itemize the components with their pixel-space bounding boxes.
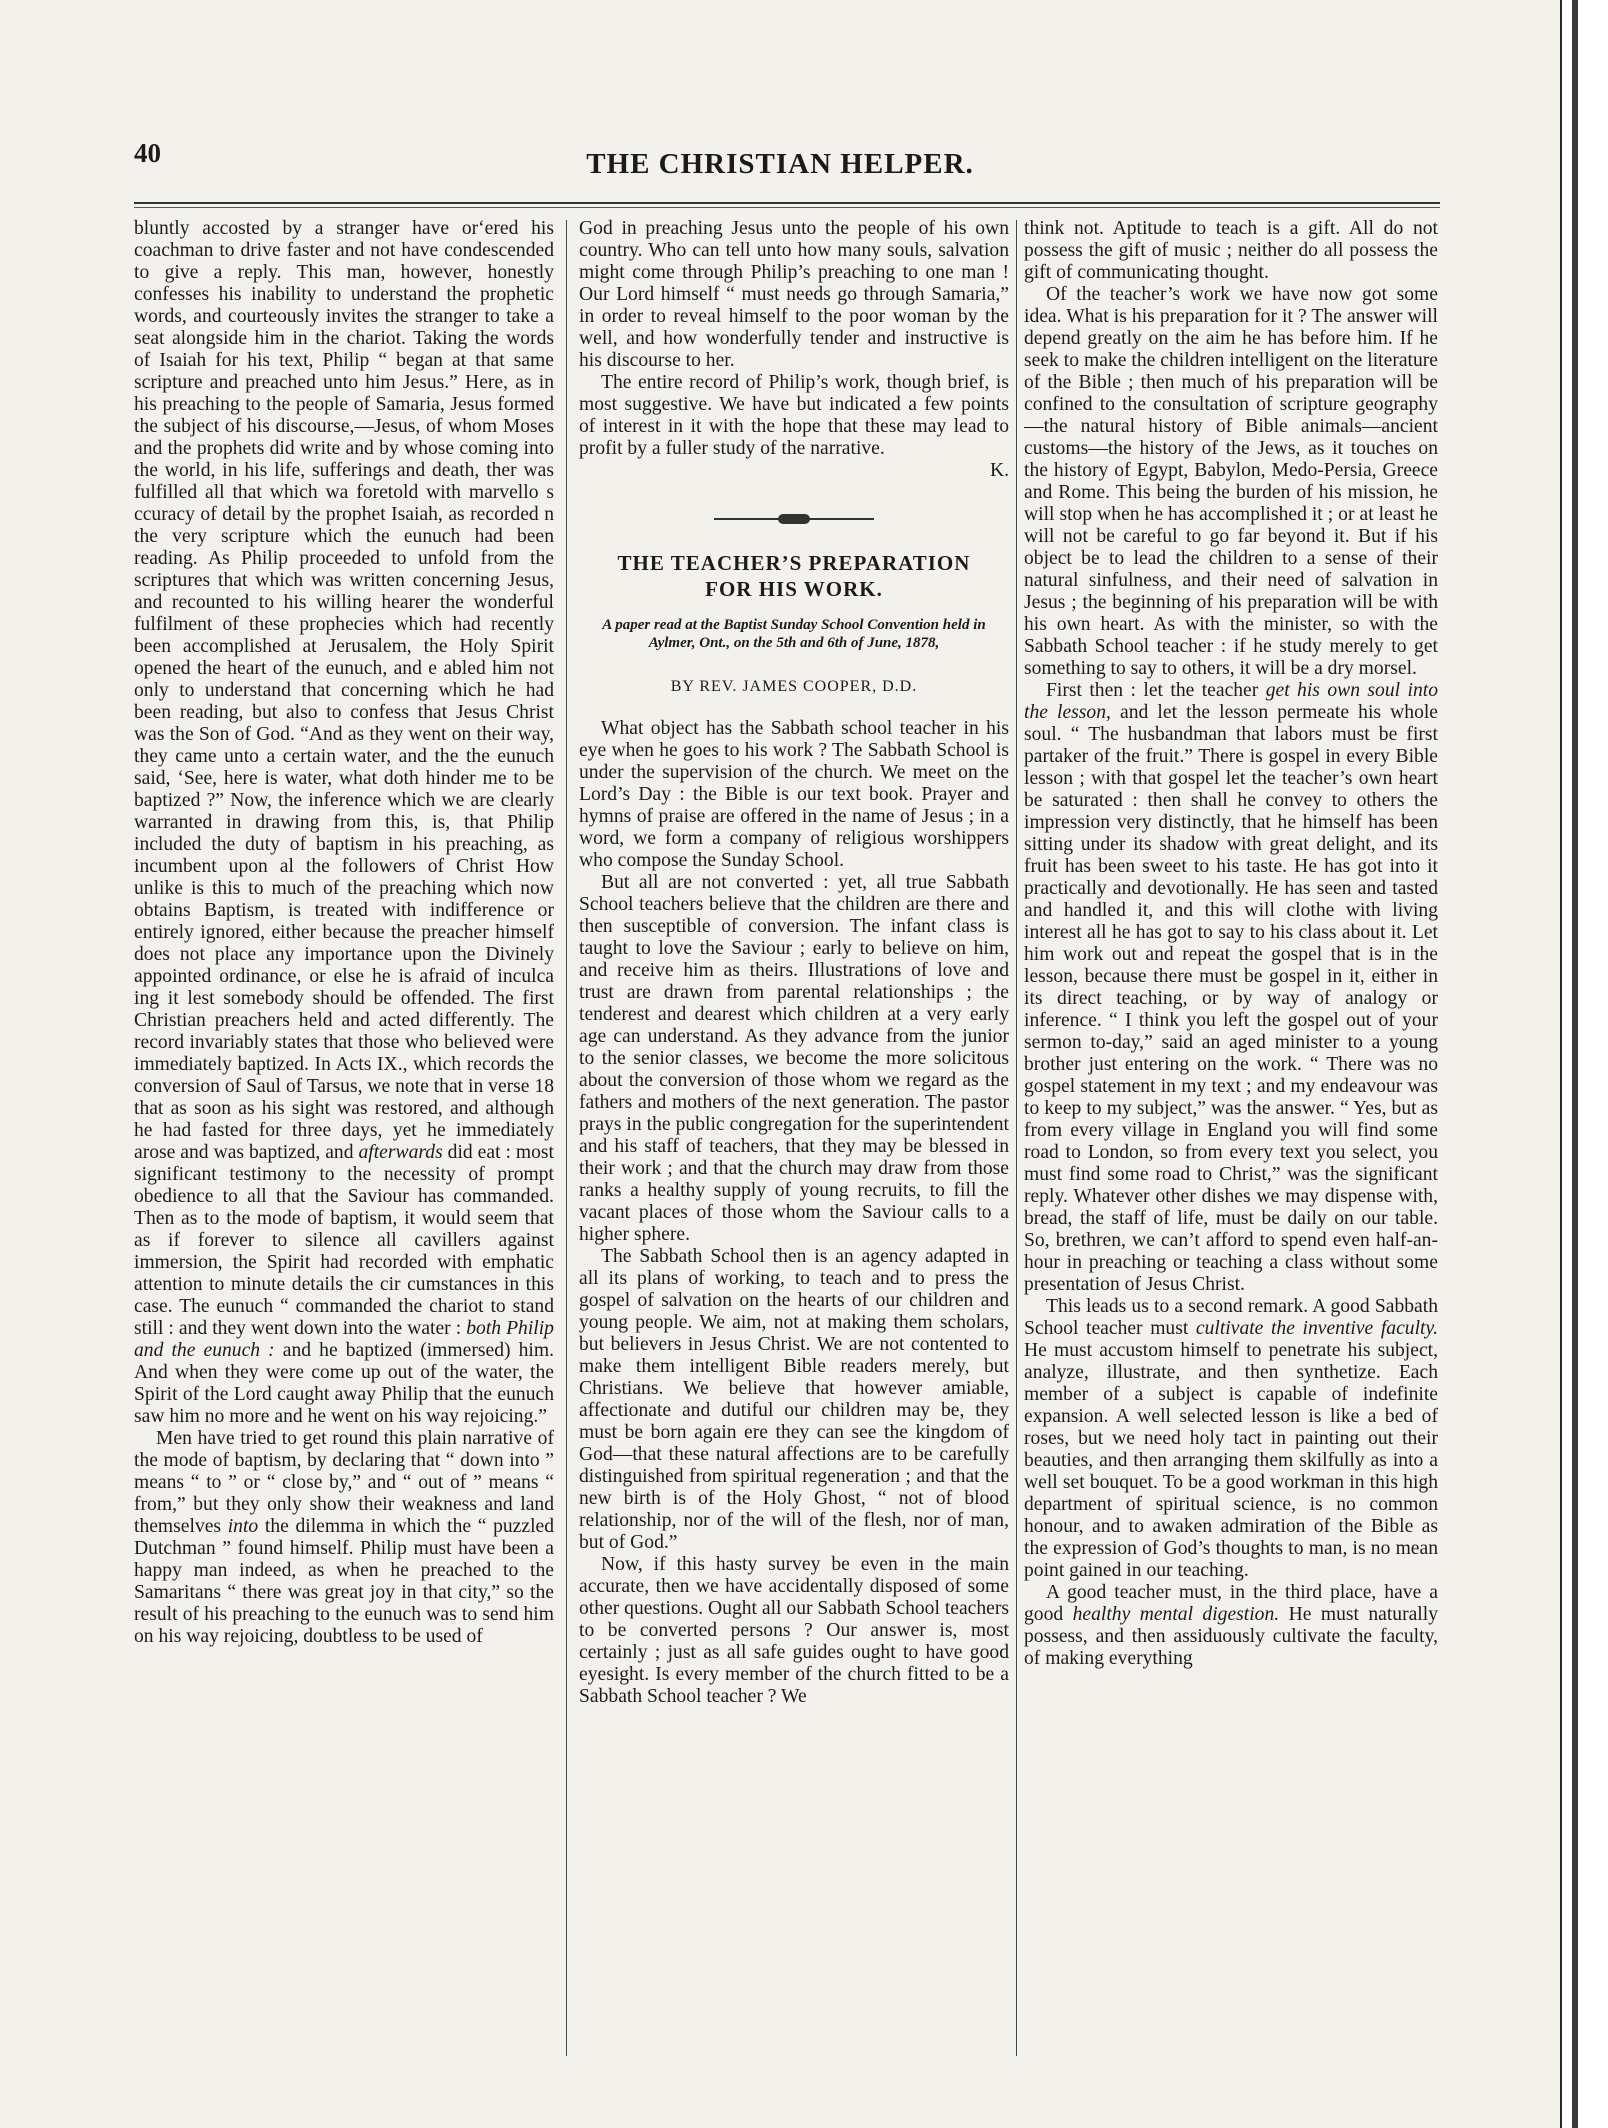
- byline: BY REV. JAMES COOPER, D.D.: [670, 678, 918, 695]
- column-3: [1024, 218, 1438, 2058]
- emphasis: into: [227, 1516, 259, 1537]
- paragraph: Of the teacher’s work we have now got some idea. What is his preparation for it ? The answer will depend greatly on the aim he has before him. If he seek to make the children intelligent on the literature of the Bible ; then much of his preparation will be confined to the consultation of scripture geography—the natural history of Bible animals—ancient customs—the history of the Jews, as it touches on the history of Egypt, Babylon, Medo-Persia, Greece and Rome. This being the burden of his mission, he will stop when he has accomplished it ; or at least he will not be careful to go far beyond it. But if his object be to lead the children to a sense of their natural sinfulness, and their need of salvation in Jesus ; the beginning of his preparation will be with his own heart. As with the minister, so with the Sabbath School teacher : if he study merely to get something to say to others, it will be a dry morsel.: [1024, 284, 1438, 679]
- paragraph: God in preaching Jesus unto the people of his own country. Who can tell unto how many souls, salvation might come through Philip’s preaching to one man ! Our Lord himself “ must needs go through Samaria,” in order to reveal himself to the poor woman by the well, and how wonderfully tender and instructive is his discourse to her.: [579, 218, 1009, 371]
- paragraph: think not. Aptitude to teach is a gift. All do not possess the gift of music ; neither do all possess the gift of communicating thought.: [1024, 218, 1438, 283]
- article-title-line: FOR HIS WORK.: [705, 577, 883, 601]
- paragraph: What object has the Sabbath school teacher in his eye when he goes to his work ? The Sabbath School is under the supervision of the church. We meet on the Lord’s Day : the Bible is our text book. Prayer and hymns of praise are offered in the name of Jesus ; in a word, we form a company of religious worshippers who compose the Sunday School.: [579, 718, 1009, 871]
- text: and he baptized (immersed) him. And when they were come up out of the water, the Spirit of the Lord caught away Philip that the eunuch saw him no more and he went on his way rejoicing.”: [134, 1340, 554, 1427]
- signature-line: [579, 460, 1009, 482]
- running-title: THE CHRISTIAN HELPER.: [586, 148, 974, 180]
- text: A good teacher must, in the third place, have a good: [1024, 1582, 1438, 1625]
- paragraph: The entire record of Philip’s work, though brief, is most suggestive. We have but indicated a few points of interest in it with the hope that these may lead to profit by a fuller study of the narrative.: [579, 372, 1009, 459]
- page-number: 40: [134, 138, 161, 168]
- text: This leads us to a second remark. A good Sabbath School teacher must: [1024, 1296, 1438, 1339]
- column-rule-1: [566, 220, 567, 2056]
- paragraph: Now, if this hasty survey be even in the main accurate, then we have accidentally disposed of some other questions. Ought all our Sabbath School teachers to be converted persons ? Our answer is, most certainly ; just as all safe guides ought to have good eyesight. Is every member of the church fitted to be a Sabbath School teacher ? We: [579, 1554, 1009, 1707]
- paragraph: [1024, 680, 1438, 1296]
- paragraph: [134, 1428, 554, 1648]
- paragraph: [1024, 1296, 1438, 1582]
- text: First then : let the teacher: [1046, 680, 1266, 701]
- paragraph: The Sabbath School then is an agency adapted in all its plans of working, to teach and to press the gospel of salvation on the hearts of our children and young people. We aim, not at making them scholars, but believers in Jesus Christ. We are not contented to make them intelligent Bible readers merely, but Christians. We believe that however amiable, affectionate and dutiful our children may be, they must be born again ere they can see the kingdom of God—that these natural affections are to be carefully distinguished from spiritual regeneration ; and that the new birth is of the Holy Ghost, “ not of blood relationship, nor of the will of the flesh, nor of man, but of God.”: [579, 1246, 1009, 1553]
- text: He must accustom himself to penetrate his subject, analyze, illustrate, and then synthetize. Each member of a subject is capable of indefinite expansion. A well selected lesson is like a bed of roses, but we need holy tact in painting out their beauties, and then arranging them skilfully as into a well set bouquet. To be a good workman in this high department of spiritual science, is no common honour, and to awaken admiration of the Bible as the expression of God’s thoughts to man, is no mean point gained in our teaching.: [1024, 1340, 1438, 1581]
- column-2: [579, 218, 1009, 2058]
- column-1: [134, 218, 554, 2058]
- text: bluntly accosted by a stranger have or‘ered his coachman to drive faster and not have condescended to give a reply. This man, however, honestly confesses his inability to understand the prophetic words, and courteously invites the stranger to take a seat alongside him in the chariot. Taking the words of Isaiah for his text, Philip “ began at that same scripture and preached unto him Jesus.” Here, as in his preaching to the people of Samaria, Jesus formed the subject of his discourse,—Jesus, of whom Moses and the prophets did write and by whose coming into the world, in his life, sufferings and death, ther was fulfilled all that which wa foretold with marvello s ccuracy of detail by the prophet Isaiah, as recorded n the very scripture which the eunuch had been reading. As Philip proceeded to unfold from the scriptures that which was written concerning Jesus, and recounted to his willing hearer the wonderful fulfilment of these prophecies which had recently been accomplished at Jerusalem, the Holy Spirit opened the heart of the eunuch, and e abled him not only to understand that concerning which he had been reading, but also to confess that Jesus Christ was the Son of God. “And as they went on their way, they came unto a certain water, and the the eunuch said, ‘See, here is water, what doth hinder me to be baptized ?” Now, the inference which we are clearly warranted in drawing from this, is, that Philip included the duty of baptism in his preaching, as incumbent upon al the followers of Christ How unlike is this to much of the preaching which now obtains Baptism, is treated with indifference or entirely ignored, either because the preacher himself does not place any importance upon the Divinely appointed ordinance, or else he is afraid of inculca ing it lest somebody should be offended. The first Christian preachers held and acted differently. The record invariably states that those who believed were immediately baptized. In Acts IX., which records the conversion of Saul of Tarsus, we note that in verse 18 that as soon as his sight was restored, and although he had fasted for three days, yet he immediately arose and was baptized, and: [134, 218, 554, 1163]
- emphasis: both Philip and the eunuch :: [134, 1318, 554, 1361]
- text: did eat : most significant testimony to the necessity of prompt obedience to all that the Saviour has commanded. Then as to the mode of baptism, it would seem that as if forever to silence all cavillers against immersion, the Spirit had recorded with emphatic attention to minute details the cir cumstances in this case. The eunuch “ commanded the chariot to stand still : and they went down into the water :: [134, 1142, 554, 1339]
- article-title: [579, 550, 1009, 602]
- header-rule: [134, 202, 1440, 204]
- text: Men have tried to get round this plain narrative of the mode of baptism, by declaring that “ down into ” means “ to ” or “ close by,” and “ out of ” means “ from,” but they only show their weakness and land themselves: [134, 1428, 554, 1537]
- column-rule-2: [1016, 220, 1017, 2056]
- paragraph: But all are not converted : yet, all true Sabbath School teachers believe that the children are there and then susceptible of conversion. The infant class is taught to love the Saviour ; early to believe on him, and receive him as theirs. Illustrations of love and trust are drawn from parental relationships ; the tenderest and dearest which children at a very early age can understand. As they advance from the junior to the senior classes, we become the more solicitous about the conversion of those whom we regard as the fathers and mothers of the next generation. The pastor prays in the public congregation for the superintendent and his staff of teachers, that they may be blessed in their work ; and that the church may draw from those ranks a healthy supply of young recruits, to fill the vacant places of those whom the Saviour calls to a higher sphere.: [579, 872, 1009, 1245]
- article-subtitle: A paper read at the Baptist Sunday School Convention held in Aylmer, Ont., on the 5th and 6th of June, 1878,: [602, 617, 986, 651]
- header-rule-thin: [134, 207, 1440, 208]
- text: He must naturally possess, and then assiduously cultivate the faculty, of making everything: [1024, 1604, 1438, 1669]
- signature: K.: [989, 460, 1009, 481]
- paragraph: [134, 218, 554, 1428]
- emphasis: cultivate the inventive faculty.: [1195, 1318, 1438, 1339]
- emphasis: get his own soul into the lesson,: [1024, 680, 1438, 723]
- paragraph: [1024, 1582, 1438, 1670]
- emphasis: healthy mental digestion.: [1072, 1604, 1280, 1625]
- ornamental-divider: [714, 518, 874, 520]
- text: the dilemma in which the “ puzzled Dutchman ” found himself. Philip must have been a happy man indeed, as when he preached to the Samaritans “ there was great joy in that city,” so the result of his preaching to the eunuch was to send him on his way rejoicing, doubtless to be used of: [134, 1516, 554, 1647]
- page-edge: [1560, 0, 1608, 2128]
- text: and let the lesson permeate his whole soul. “ The husbandman that labors must be first partaker of the fruit.” There is gospel in every Bible lesson ; with that gospel let the teacher’s own heart be saturated : then shall he convey to others the impression very distinctly, that he himself has been sitting under its shadow with great delight, and its fruit has been sweet to his taste. He has got into it practically and devotionally. He has seen and tasted and handled it, and this will clothe with living interest all he has got to say to his class about it. Let him work out and repeat the gospel that is in the lesson, because there must be gospel in it, either in its direct teaching, or by way of analogy or inference. “ I think you left the gospel out of your sermon to-day,” said an aged minister to a young brother just entering on the work. “ There was no gospel statement in my text ; and my endeavour was to keep to my subject,” was the answer. “ Yes, but as from every village in England you will find some road to London, so from every text you select, you must find some road to Christ,” was the significant reply. Whatever other dishes we may dispense with, bread, the staff of life, must be daily on our table. So, brethren, we can’t afford to spend even half-an-hour in preaching or teaching a class without some presentation of Jesus Christ.: [1024, 702, 1438, 1295]
- emphasis: afterwards: [358, 1142, 443, 1163]
- article-title-line: THE TEACHER’S PREPARATION: [617, 551, 971, 575]
